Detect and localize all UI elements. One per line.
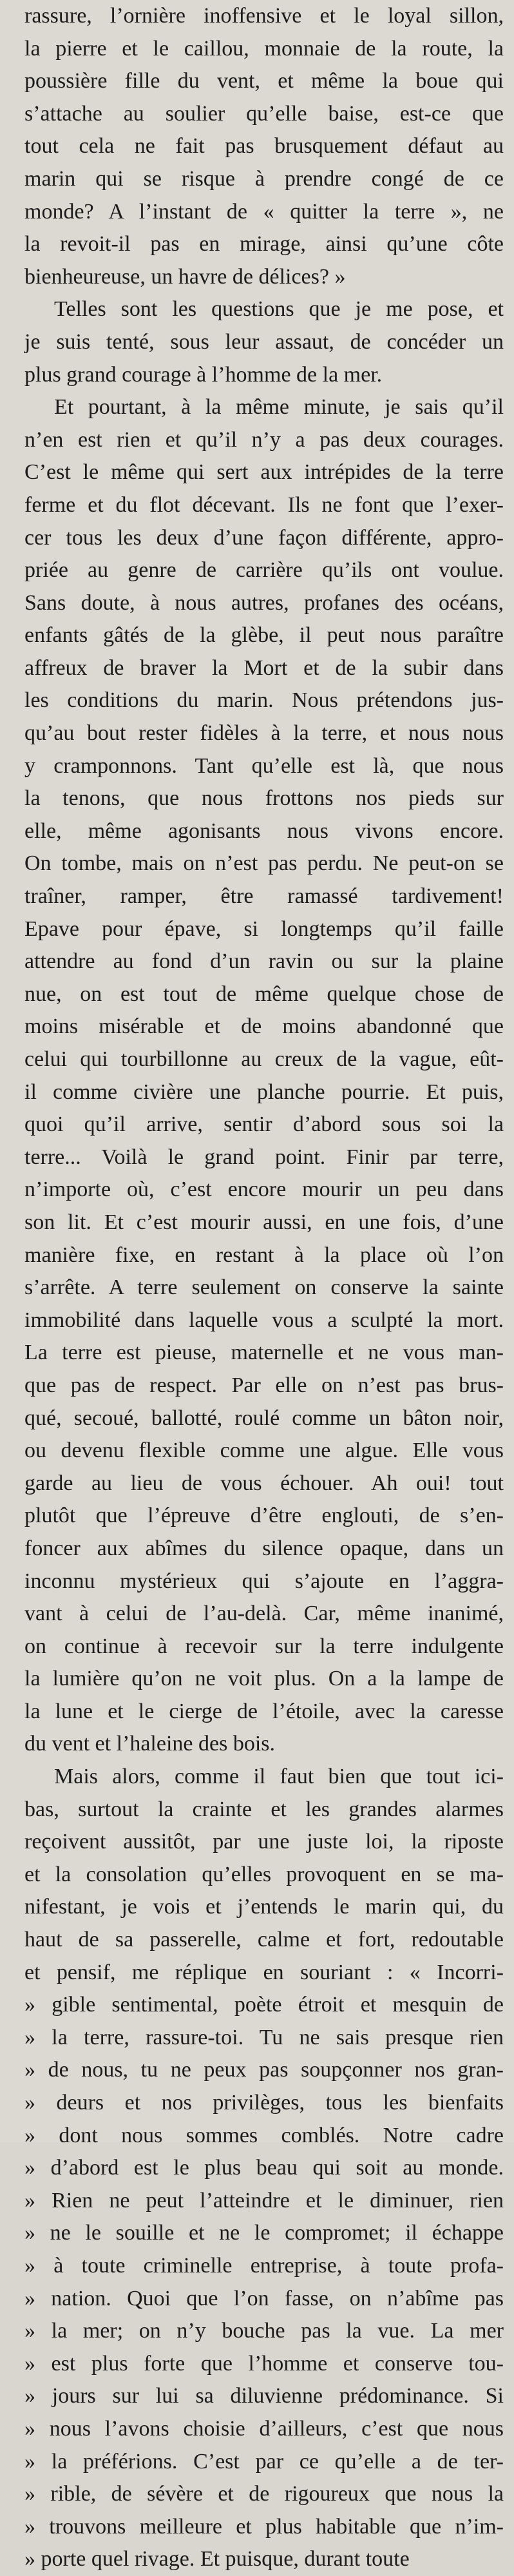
text-line: y cramponnons. Tant qu’elle est là, que nous	[24, 753, 504, 778]
text-line: qu’au bout rester fidèles à la terre, et nous nous	[24, 721, 504, 746]
text-line: cer tous les deux d’une façon différente, appro-	[24, 525, 504, 550]
paragraph	[24, 0, 504, 293]
text-line: la revoit-il pas en mirage, ainsi qu’une côte	[24, 232, 504, 257]
text-line: et la consolation qu’elles provoquent en se ma-	[24, 1862, 504, 1886]
text-line: attendre au fond d’un ravin ou sur la plaine	[24, 949, 504, 974]
paragraph	[24, 391, 504, 1761]
text-line: » gible sentimental, poète étroit et mesquin de	[24, 1993, 504, 2017]
text-line: » trouvons meilleure et plus habitable que n’im-	[24, 2514, 504, 2539]
text-line: » deurs et nos privilèges, tous les bienfaits	[24, 2091, 504, 2115]
text-line: reçoivent aussitôt, par une juste loi, la riposte	[24, 1830, 504, 1854]
text-line: plutôt que l’épreuve d’être englouti, de s’en-	[24, 1504, 504, 1528]
text-line: et pensif, me réplique en souriant : « Incorri-	[24, 1960, 504, 1984]
text-line: C’est le même qui sert aux intrépides de la terre	[24, 460, 504, 485]
page-text	[24, 0, 504, 2576]
text-line: monde? A l’instant de « quitter la terre », ne	[24, 199, 504, 224]
text-line: la lumière qu’on ne voit plus. On a la lampe de	[24, 1667, 504, 1691]
text-line: » d’abord est le plus beau qui soit au monde.	[24, 2156, 504, 2180]
text-line: vant à celui de l’au-delà. Car, même inanimé,	[24, 1602, 504, 1626]
text-line: quoi qu’il arrive, sentir d’abord sous soi la	[24, 1112, 504, 1137]
text-line: la lune et le cierge de l’étoile, avec la caresse	[24, 1699, 504, 1723]
text-line: qué, secoué, ballotté, roulé comme un bâton noir,	[24, 1406, 504, 1430]
text-line: » la préférions. C’est par ce qu’elle a de ter-	[24, 2449, 504, 2474]
text-line: inconnu mystérieux qui s’ajoute en l’aggra-	[24, 1569, 504, 1593]
text-line: traîner, ramper, être ramassé tardivement!	[24, 884, 504, 909]
text-line: poussière fille du vent, et même la boue qui	[24, 69, 504, 93]
text-line: Et pourtant, à la même minute, je sais qu’il	[54, 395, 504, 420]
text-line: la tenons, que nous frottons nos pieds sur	[24, 786, 504, 811]
text-line: tout cela ne fait pas brusquement défaut au	[24, 134, 504, 159]
text-line: Epave pour épave, si longtemps qu’il faille	[24, 916, 504, 941]
text-line: » nous l’avons choisie d’ailleurs, c’est que nous	[24, 2416, 504, 2441]
text-line: On tombe, mais on n’est pas perdu. Ne peut-on se	[24, 851, 504, 876]
text-line: » à toute criminelle entreprise, à toute profa-	[24, 2253, 504, 2278]
text-line: » jours sur lui sa diluvienne prédominance. Si	[24, 2384, 504, 2408]
text-line: » est plus forte que l’homme et conserve tou-	[24, 2351, 504, 2376]
text-line: moins misérable et de moins abandonné que	[24, 1014, 504, 1039]
text-line: » Rien ne peut l’atteindre et le diminuer, rien	[24, 2188, 504, 2213]
text-line: bienheureuse, un havre de délices? »	[24, 264, 346, 289]
text-line: nifestant, je vois et j’entends le marin qui, du	[24, 1895, 504, 1919]
text-line: celui qui tourbillonne au creux de la vague, eût-	[24, 1047, 504, 1071]
text-line: que pas de respect. Par elle on n’est pas brus-	[24, 1373, 504, 1397]
text-line: s’arrête. A terre seulement on conserve la sainte	[24, 1275, 504, 1300]
text-line: la pierre et le caillou, monnaie de la route, la	[24, 36, 504, 61]
text-line: Telles sont les questions que je me pose, et	[54, 297, 504, 322]
text-line: il comme civière une planche pourrie. Et puis,	[24, 1080, 504, 1104]
text-line: ou devenu flexible comme une algue. Elle vous	[24, 1438, 504, 1463]
text-line: Mais alors, comme il faut bien que tout ici-	[54, 1765, 504, 1789]
text-line: n’importe où, c’est encore mourir un peu dans	[24, 1177, 504, 1202]
text-line: terre... Voilà le grand point. Finir par terre,	[24, 1145, 504, 1169]
text-line: » rible, de sévère et de rigoureux que nous la	[24, 2482, 504, 2506]
text-line: haut de sa passerelle, calme et fort, redoutable	[24, 1928, 504, 1952]
text-line: du vent et l’haleine des bois.	[24, 1732, 276, 1756]
text-line: priée au genre de carrière qu’ils ont voulue.	[24, 558, 504, 583]
text-line: » la terre, rassure-toi. Tu ne sais presque rien	[24, 2025, 504, 2049]
text-line: rassure, l’ornière inoffensive et le loyal sillon,	[24, 4, 504, 28]
text-line: on continue à recevoir sur la terre indulgente	[24, 1634, 504, 1658]
text-line: plus grand courage à l’homme de la mer.	[24, 362, 383, 387]
paragraph	[24, 1761, 504, 2576]
text-line: » nation. Quoi que l’on fasse, on n’abîme pas	[24, 2286, 504, 2310]
text-line: foncer aux abîmes du silence opaque, dans un	[24, 1536, 504, 1560]
text-line: marin qui se risque à prendre congé de ce	[24, 166, 504, 191]
text-line: je suis tenté, sous leur assaut, de concéder un	[24, 329, 504, 354]
text-line: elle, même agonisants nous vivons encore.	[24, 818, 504, 843]
text-line: n’en est rien et qu’il n’y a pas deux courages.	[24, 427, 504, 452]
text-line: s’attache au soulier qu’elle baise, est-ce que	[24, 101, 504, 126]
text-line: » dont nous sommes comblés. Notre cadre	[24, 2123, 504, 2147]
text-line: nue, on est tout de même quelque chose de	[24, 982, 504, 1006]
paragraph	[24, 293, 504, 391]
text-line: immobilité dans laquelle vous a sculpté la mort.	[24, 1308, 504, 1332]
text-line: son lit. Et c’est mourir aussi, en une fois, d’une	[24, 1210, 504, 1234]
text-line: ferme et du flot décevant. Ils ne font que l’exer-	[24, 492, 504, 517]
text-line: La terre est pieuse, maternelle et ne vous man-	[24, 1341, 504, 1365]
text-line: » la mer; on n’y bouche pas la vue. La mer	[24, 2319, 504, 2343]
text-line: » ne le souille et ne le compromet; il échappe	[24, 2221, 504, 2245]
text-line: Sans doute, à nous autres, profanes des océans,	[24, 590, 504, 615]
text-line: » porte quel rivage. Et puisque, durant toute	[24, 2547, 410, 2571]
text-line: » de nous, tu ne peux pas soupçonner nos gran-	[24, 2058, 504, 2082]
text-line: enfants gâtés de la glèbe, il peut nous paraître	[24, 623, 504, 648]
text-line: affreux de braver la Mort et de la subir dans	[24, 655, 504, 680]
text-line: garde au lieu de vous échouer. Ah oui! tout	[24, 1471, 504, 1495]
text-line: manière fixe, en restant à la place où l’on	[24, 1243, 504, 1267]
text-line: les conditions du marin. Nous prétendons jus-	[24, 688, 504, 713]
text-line: bas, surtout la crainte et les grandes alarmes	[24, 1797, 504, 1821]
